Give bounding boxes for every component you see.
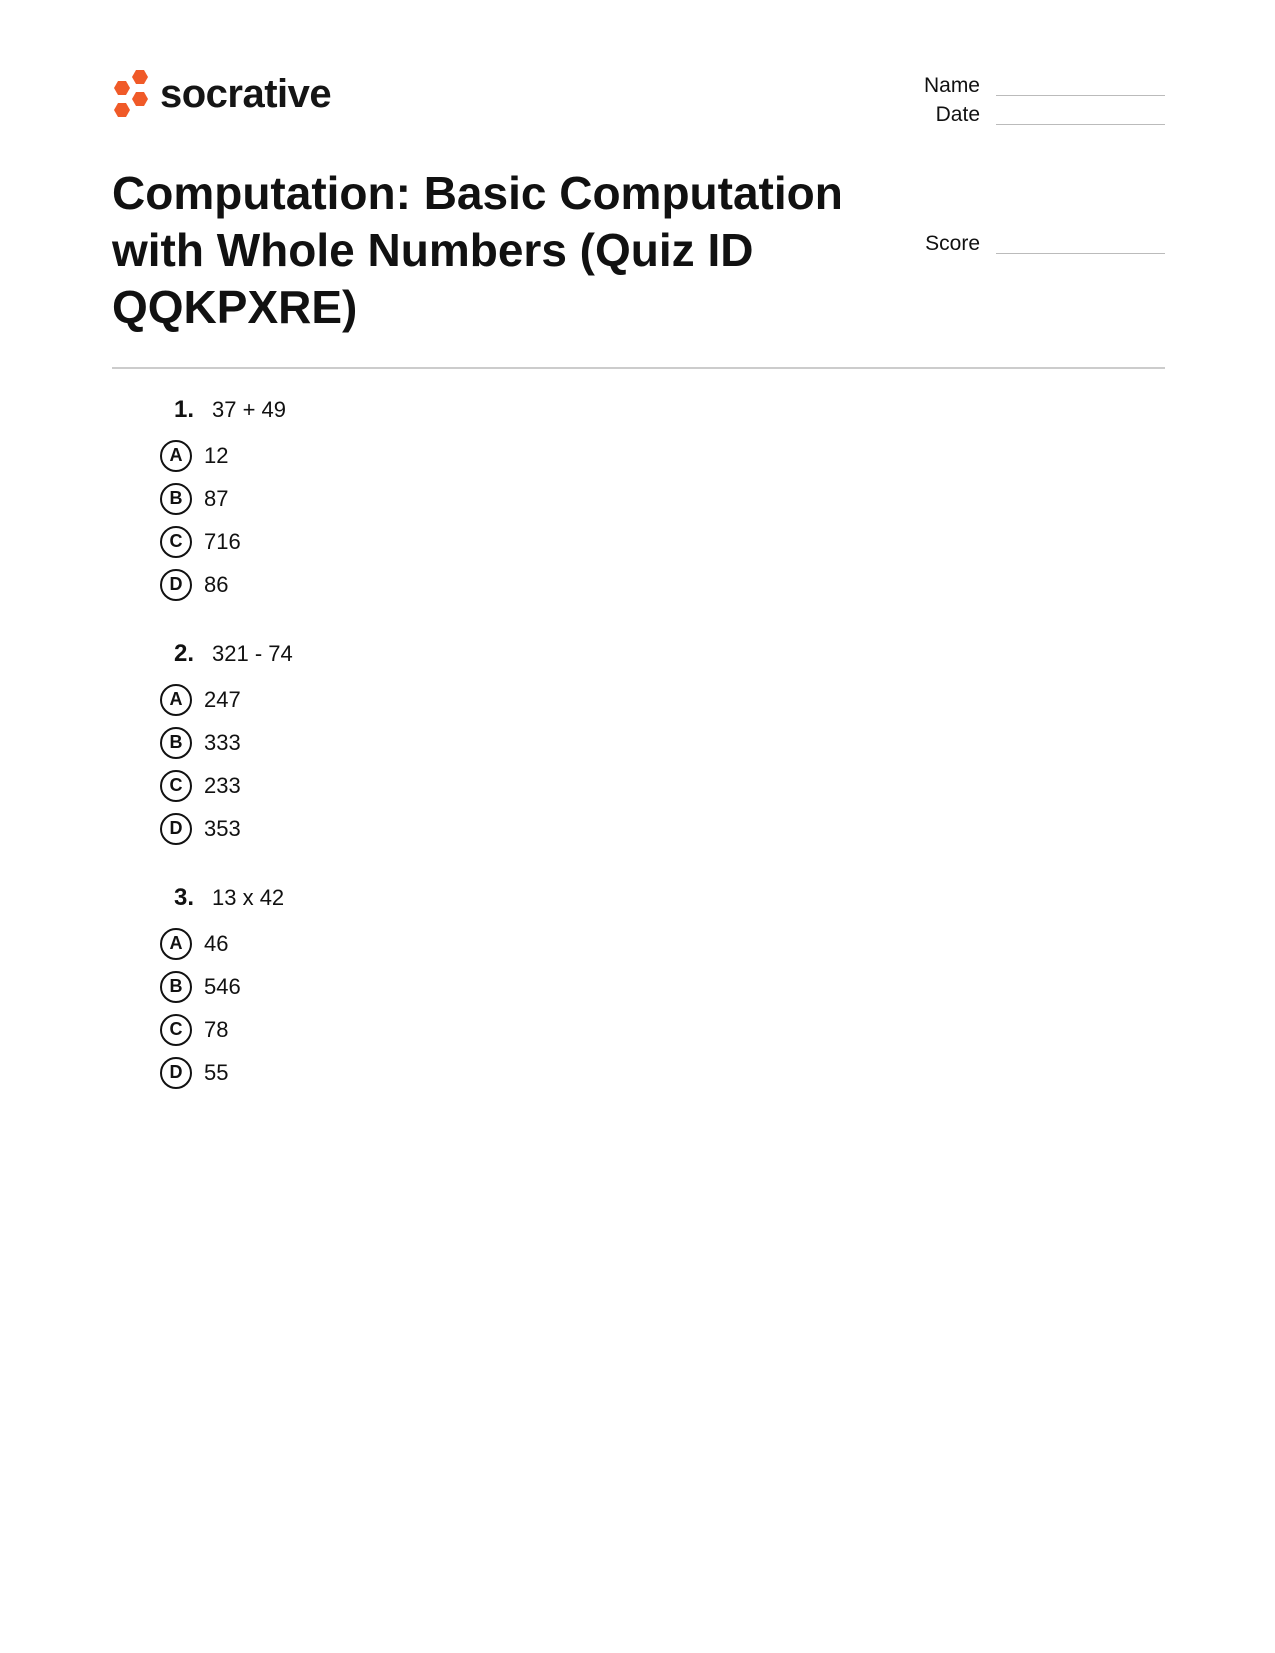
name-label: Name <box>923 74 980 97</box>
name-line[interactable] <box>996 94 1165 96</box>
option-bubble[interactable]: B <box>160 971 192 1003</box>
socrative-logo <box>110 70 331 122</box>
date-field[interactable] <box>880 103 1165 127</box>
answer-option[interactable] <box>160 965 284 1008</box>
quiz-title: Computation: Basic Computation with Whole Numbers (Quiz ID QQKPXRE) <box>112 167 843 333</box>
question <box>160 396 286 606</box>
option-bubble[interactable]: C <box>160 526 192 558</box>
option-text: 12 <box>204 442 229 468</box>
option-text: 78 <box>204 1016 229 1042</box>
question-text: 37 + 49 <box>212 397 287 422</box>
answer-option[interactable] <box>160 563 286 606</box>
question-text: 13 x 42 <box>212 885 285 910</box>
answer-option[interactable] <box>160 764 293 807</box>
option-text: 87 <box>204 485 229 511</box>
question-number: 1. <box>173 396 194 423</box>
name-field[interactable] <box>880 74 1165 98</box>
question-number: 2. <box>173 640 194 667</box>
option-bubble[interactable]: D <box>160 1057 192 1089</box>
option-text: 353 <box>204 815 241 841</box>
hexagon-logo-icon <box>110 70 152 122</box>
option-text: 86 <box>204 571 229 597</box>
answer-option[interactable] <box>160 922 284 965</box>
score-label: Score <box>925 232 980 255</box>
option-text: 716 <box>204 528 241 554</box>
question-header <box>160 396 286 434</box>
brand-name: socrative <box>160 71 332 116</box>
option-bubble[interactable]: C <box>160 1014 192 1046</box>
answer-option[interactable] <box>160 807 293 850</box>
option-bubble[interactable]: A <box>160 684 192 716</box>
answer-option[interactable] <box>160 434 286 477</box>
option-text: 247 <box>204 686 241 712</box>
option-text: 333 <box>204 729 241 755</box>
option-bubble[interactable]: D <box>160 813 192 845</box>
question-number: 3. <box>173 884 194 911</box>
divider <box>112 367 1165 369</box>
question-header <box>160 884 284 922</box>
date-label: Date <box>935 103 980 126</box>
answer-option[interactable] <box>160 678 293 721</box>
score-field[interactable] <box>880 232 1165 256</box>
answer-option[interactable] <box>160 520 286 563</box>
question-header <box>160 640 293 678</box>
date-line[interactable] <box>996 123 1165 125</box>
option-bubble[interactable]: B <box>160 727 192 759</box>
option-text: 233 <box>204 772 241 798</box>
option-bubble[interactable]: B <box>160 483 192 515</box>
answer-option[interactable] <box>160 721 293 764</box>
option-text: 46 <box>204 930 229 956</box>
score-line[interactable] <box>996 252 1165 254</box>
question <box>160 884 284 1094</box>
answer-option[interactable] <box>160 1008 284 1051</box>
option-bubble[interactable]: D <box>160 569 192 601</box>
answer-option[interactable] <box>160 1051 284 1094</box>
question <box>160 640 293 850</box>
option-bubble[interactable]: C <box>160 770 192 802</box>
question-text: 321 - 74 <box>212 641 293 666</box>
option-bubble[interactable]: A <box>160 440 192 472</box>
option-text: 546 <box>204 973 241 999</box>
option-text: 55 <box>204 1059 229 1085</box>
option-bubble[interactable]: A <box>160 928 192 960</box>
answer-option[interactable] <box>160 477 286 520</box>
